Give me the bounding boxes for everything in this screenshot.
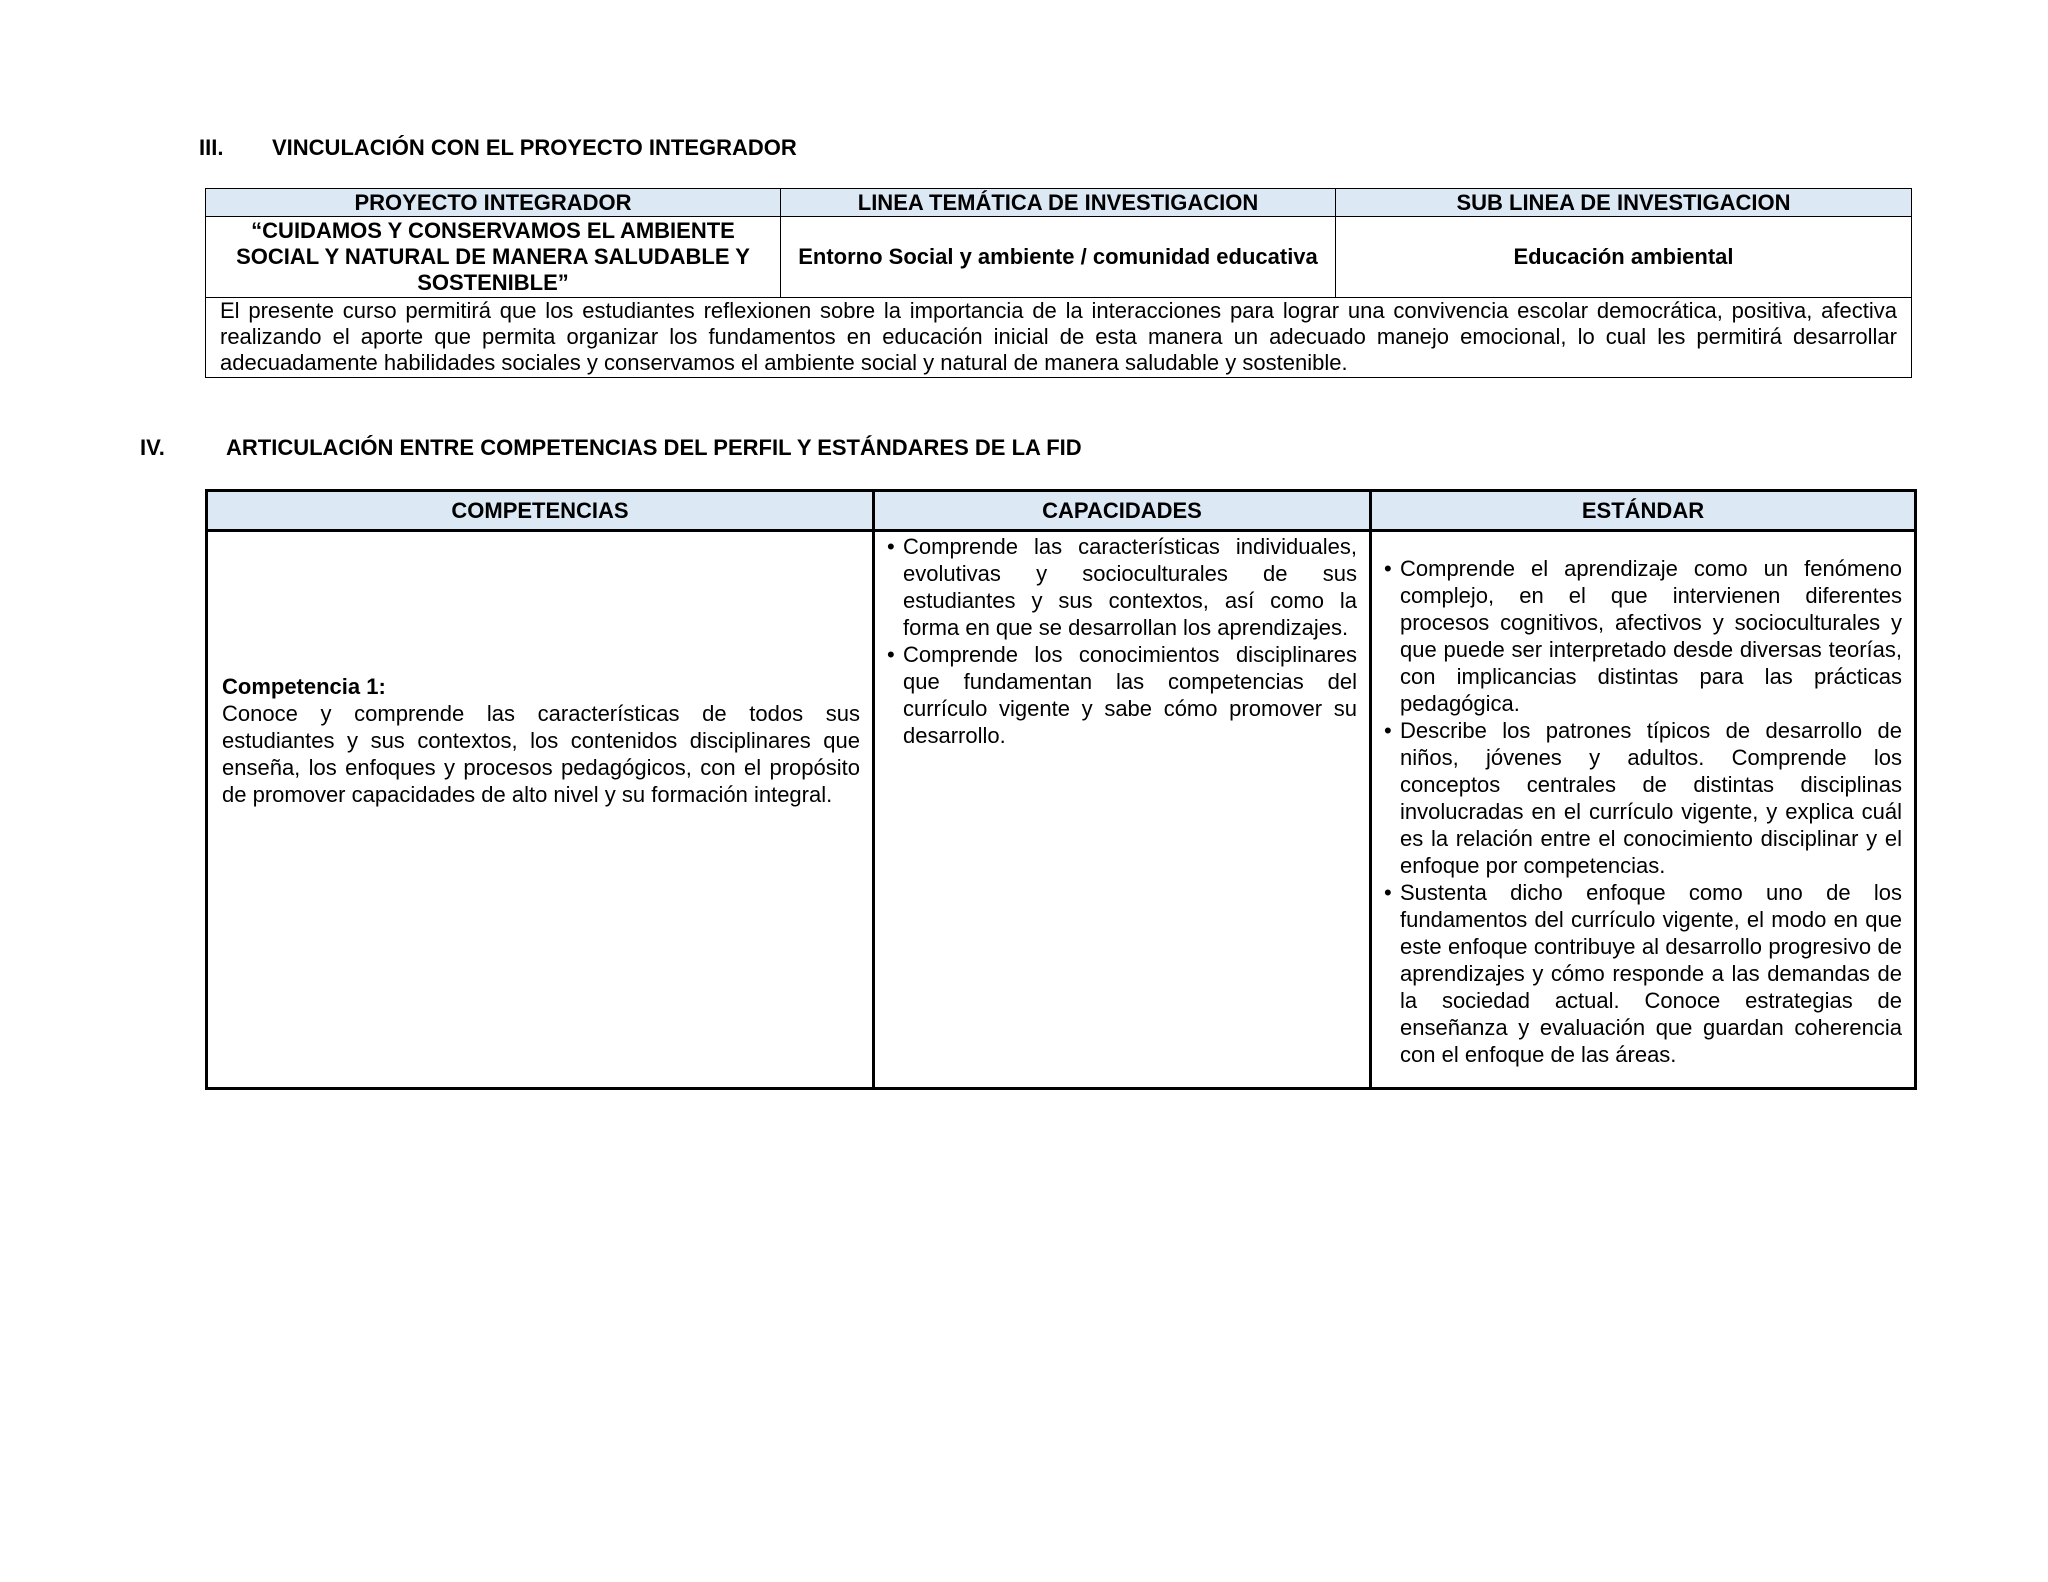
section-4-heading <box>140 435 1082 461</box>
section-3-heading <box>199 135 797 161</box>
section-3-title: VINCULACIÓN CON EL PROYECTO INTEGRADOR <box>272 135 797 160</box>
competencia-text: Conoce y comprende las características de todos sus estudiantes y sus contextos, los contenidos disciplinares que enseña, los enfoques y procesos pedagógicos, con el propósito de promover capacidades de alto nivel y su formación integral. <box>222 701 860 807</box>
table-row <box>207 531 1916 1089</box>
header-competencias: COMPETENCIAS <box>207 491 874 531</box>
proyecto-integrador-table <box>205 188 1912 378</box>
project-description: El presente curso permitirá que los estudiantes reflexionen sobre la importancia de la interacciones para lograr una convivencia escolar democrática, positiva, afectiva realizando el aporte que permita organizar los fundamentos en educación inicial de esta manera un adecuado manejo emocional, lo cual les permitirá desarrollar adecuadamente habilidades sociales y conservamos el ambiente social y natural de manera saludable y sostenible. <box>206 298 1912 378</box>
list-item: • Sustenta dicho enfoque como uno de los fundamentos del currículo vigente, el modo en que este enfoque contribuye al desarrollo progresivo de aprendizajes y cómo responde a las demandas de la sociedad actual. Conoce estrategias de enseñanza y evaluación que guardan coherencia con el enfoque de las áreas. <box>1384 879 1902 1068</box>
research-subline: Educación ambiental <box>1336 217 1912 298</box>
project-name: “CUIDAMOS Y CONSERVAMOS EL AMBIENTE SOCIAL Y NATURAL DE MANERA SALUDABLE Y SOSTENIBLE” <box>206 217 781 298</box>
list-item: • Describe los patrones típicos de desarrollo de niños, jóvenes y adultos. Comprende los conceptos centrales de distintas disciplinas involucradas en el currículo vigente, y explica cuál es la relación entre el conocimiento disciplinar y el enfoque por competencias. <box>1384 717 1902 879</box>
table-row <box>206 217 1912 298</box>
table-header-row <box>206 189 1912 217</box>
capacidades-cell <box>874 531 1371 1089</box>
header-proyecto-integrador: PROYECTO INTEGRADOR <box>206 189 781 217</box>
header-capacidades: CAPACIDADES <box>874 491 1371 531</box>
header-estandar: ESTÁNDAR <box>1371 491 1916 531</box>
competencia-title: Competencia 1: <box>222 674 386 699</box>
section-3-number: III. <box>199 135 224 160</box>
list-item: • Comprende los conocimientos disciplinares que fundamentan las competencias del currículo vigente y sabe cómo promover su desarrollo. <box>887 641 1357 749</box>
table-header-row <box>207 491 1916 531</box>
section-4-number: IV. <box>140 435 165 460</box>
competencias-table <box>205 489 1917 1090</box>
list-item: • Comprende el aprendizaje como un fenómeno complejo, en el que intervienen diferentes procesos cognitivos, afectivos y socioculturales y que puede ser interpretado desde diversas teorías, con implicancias distintas para las prácticas pedagógica. <box>1384 555 1902 717</box>
research-line: Entorno Social y ambiente / comunidad educativa <box>781 217 1336 298</box>
competencia-cell <box>207 531 874 1089</box>
estandar-cell <box>1371 531 1916 1089</box>
header-sub-linea: SUB LINEA DE INVESTIGACION <box>1336 189 1912 217</box>
section-4-title: ARTICULACIÓN ENTRE COMPETENCIAS DEL PERFIL Y ESTÁNDARES DE LA FID <box>226 435 1082 460</box>
list-item: • Comprende las características individuales, evolutivas y socioculturales de sus estudiantes y sus contextos, así como la forma en que se desarrollan los aprendizajes. <box>887 533 1357 641</box>
header-linea-tematica: LINEA TEMÁTICA DE INVESTIGACION <box>781 189 1336 217</box>
table-row <box>206 298 1912 378</box>
